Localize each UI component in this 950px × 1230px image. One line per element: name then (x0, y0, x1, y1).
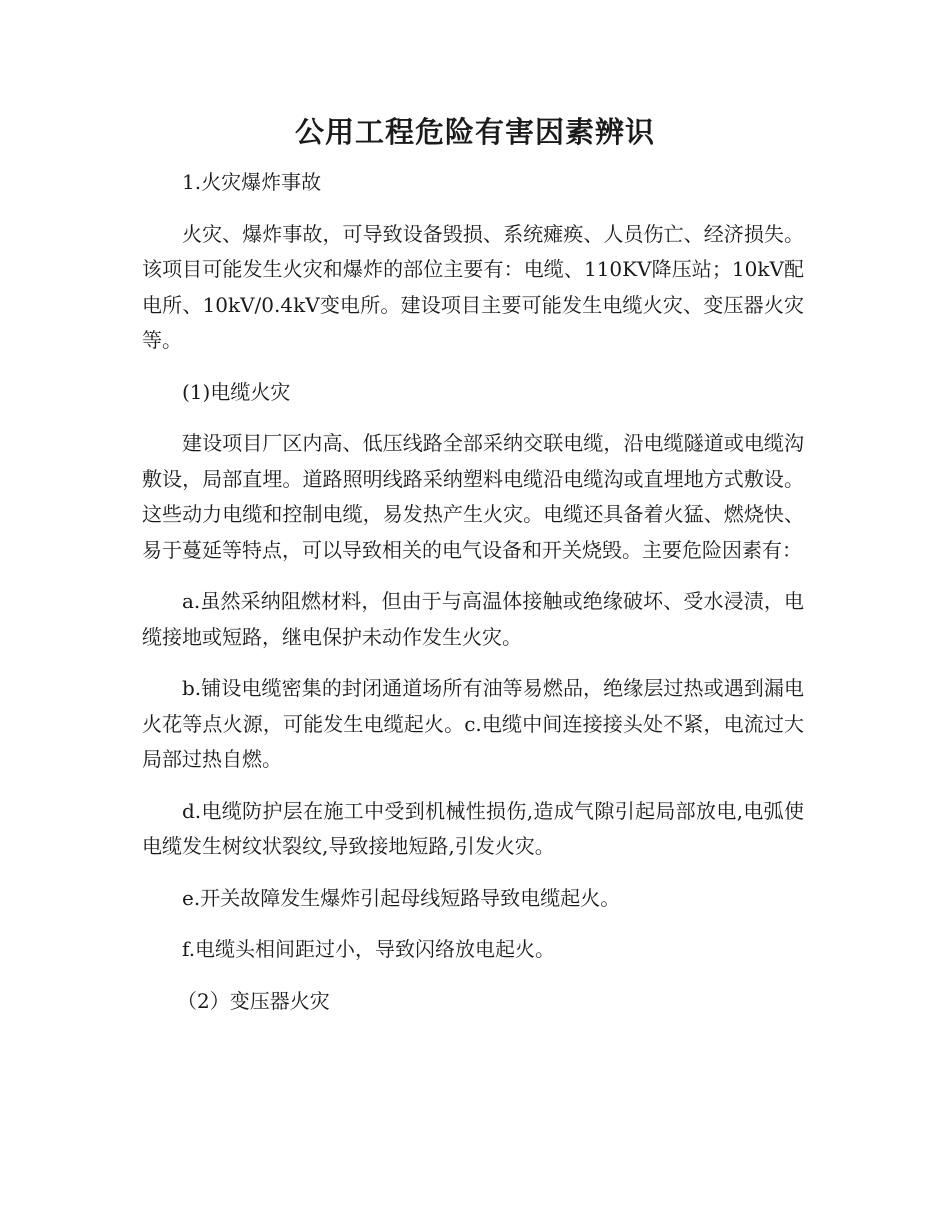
section-heading-fire-explosion: 1.火灾爆炸事故 (182, 170, 322, 194)
subsection-heading-transformer-fire: （2）变压器火灾 (177, 988, 330, 1013)
list-item-d: d.电缆防护层在施工中受到机械性损伤,造成气隙引起局部放电,电弧使电缆发生树纹状裂纹,导致接地短路,引发火灾。 (142, 798, 804, 858)
paragraph-fire-explosion-intro: 火灾、爆炸事故，可导致设备毁损、系统瘫痪、人员伤亡、经济损失。该项目可能发生火灾和爆炸的部位主要有：电缆、110KV降压站；10kV配电所、10kV/0.4kV变电所。建设项目主要可能发生电缆火灾、变压器火灾等。 (142, 221, 804, 352)
paragraph-cable-fire: 建设项目厂区内高、低压线路全部采纳交联电缆，沿电缆隧道或电缆沟敷设，局部直埋。道路照明线路采纳塑料电缆沿电缆沟或直埋地方式敷设。这些动力电缆和控制电缆，易发热产生火灾。电缆还具备着火猛、燃烧快、易于蔓延等特点，可以导致相关的电气设备和开关烧毁。主要危险因素有： (142, 431, 804, 562)
list-item-b-c: b.铺设电缆密集的封闭通道场所有油等易燃品，绝缘层过热或遇到漏电火花等点火源，可能发生电缆起火。c.电缆中间连接接头处不紧，电流过大局部过热自燃。 (142, 676, 804, 771)
document-title: 公用工程危险有害因素辨识 (294, 115, 655, 149)
list-item-a: a.虽然采纳阻燃材料，但由于与高温体接触或绝缘破坏、受水浸渍，电缆接地或短路，继电保护未动作发生火灾。 (142, 589, 804, 649)
document-body (142, 165, 804, 1035)
list-item-e: e.开关故障发生爆炸引起母线短路导致电缆起火。 (182, 885, 621, 910)
subsection-heading-cable-fire: (1)电缆火灾 (182, 379, 291, 404)
list-item-f: f.电缆头相间距过小，导致闪络放电起火。 (182, 937, 556, 961)
